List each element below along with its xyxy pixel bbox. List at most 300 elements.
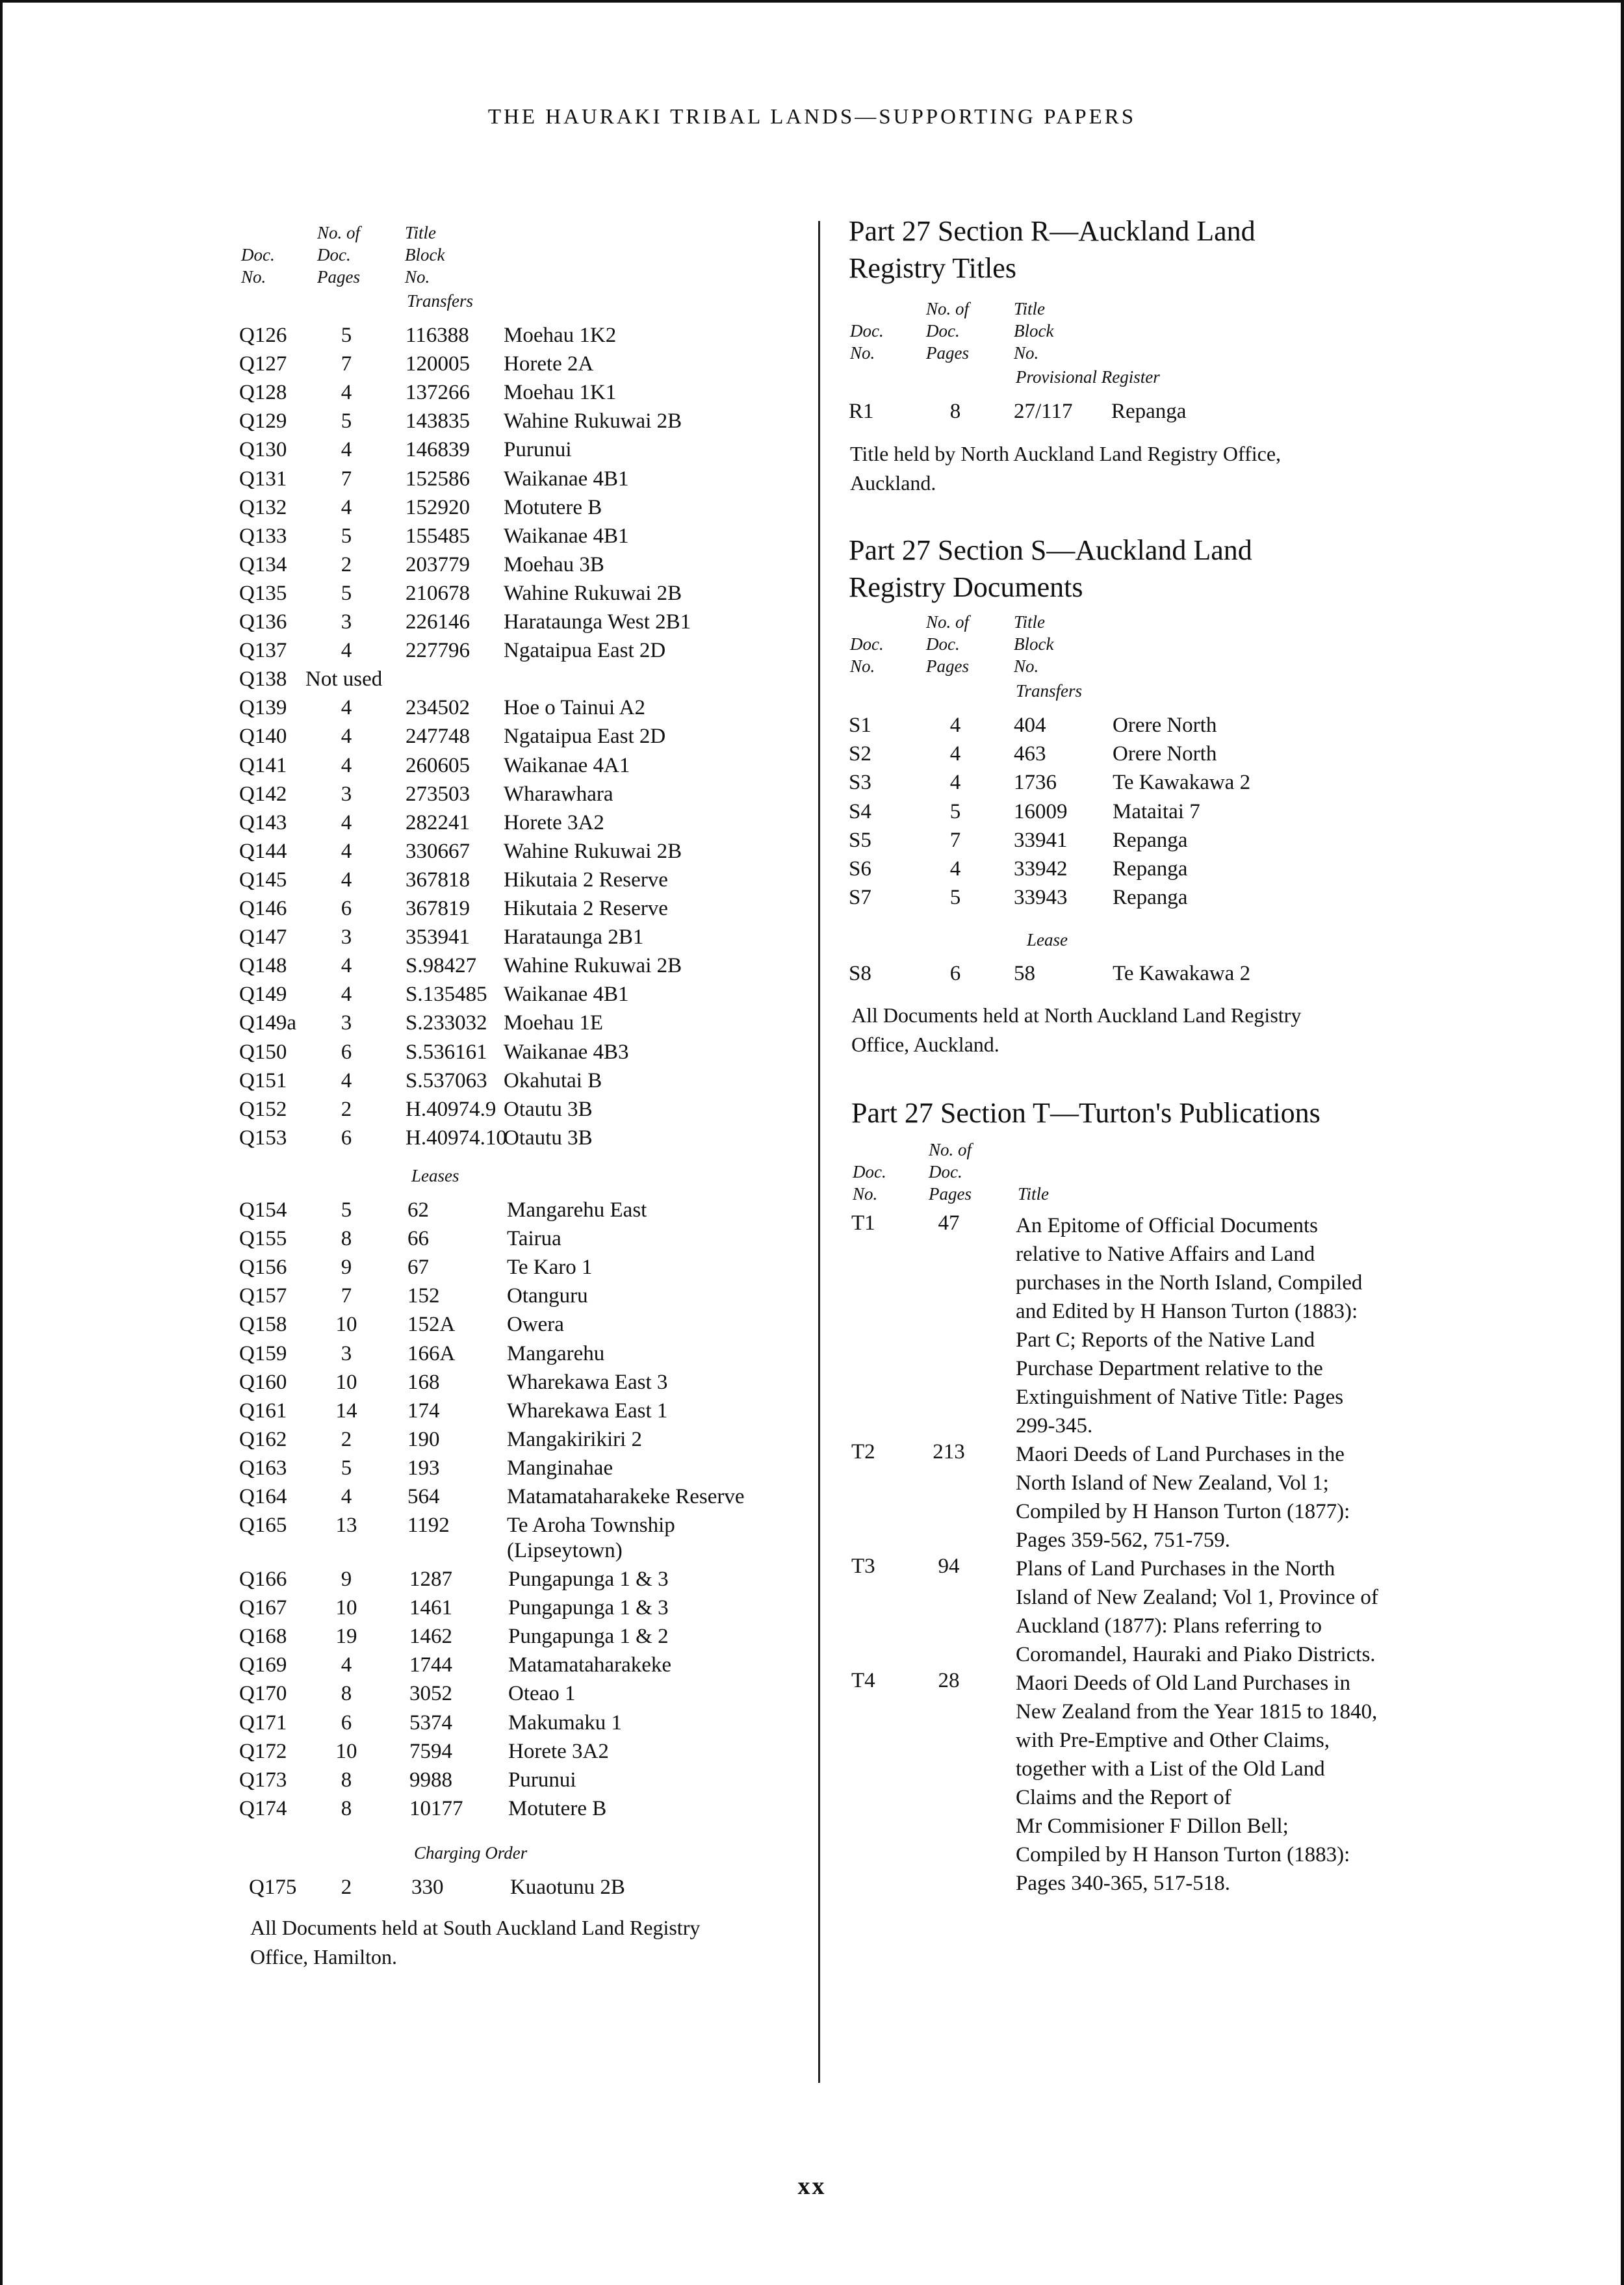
- section-s-block-no: 33942: [1014, 857, 1068, 881]
- publication-title-line: Coromandel, Hauraki and Piako Districts.: [1016, 1643, 1376, 1666]
- lease-block-no: 193: [407, 1456, 440, 1480]
- transfer-pages: 5: [341, 581, 352, 605]
- transfer-doc-no: Q149a: [239, 1011, 296, 1035]
- transfer-pages: 4: [341, 381, 352, 405]
- section-s-pages: 4: [949, 714, 961, 737]
- lease-block-no: 564: [407, 1485, 440, 1508]
- lease-title: Purunui: [508, 1768, 576, 1792]
- publication-pages: 28: [938, 1669, 960, 1692]
- lease-title: Te Karo 1: [507, 1256, 593, 1280]
- provisional-register-label: Provisional Register: [1016, 367, 1160, 387]
- transfer-title: Waikanae 4B3: [504, 1040, 629, 1064]
- section-t-header-doc-no: Doc. No.: [853, 1162, 886, 1204]
- section-s-title: Orere North: [1113, 742, 1217, 766]
- section-s-block-no: 404: [1014, 714, 1046, 737]
- lease-block-no: 9988: [409, 1768, 452, 1792]
- transfer-pages: 3: [341, 610, 352, 634]
- section-r-title: Repanga: [1111, 400, 1187, 423]
- transfer-title: Moehau 1K2: [504, 324, 617, 347]
- lease-title: Motutere B: [508, 1796, 607, 1820]
- transfer-title: Waikanae 4A1: [504, 753, 630, 777]
- lease-pages: 10: [335, 1739, 357, 1763]
- lease-doc-no: Q162: [239, 1427, 287, 1451]
- transfer-doc-no: Q144: [239, 839, 287, 863]
- charging-order-title: Kuaotunu 2B: [510, 1876, 625, 1899]
- lease-title: Te Aroha Township: [507, 1514, 675, 1538]
- page-frame-top: [0, 0, 1624, 3]
- lease-pages: 7: [341, 1284, 352, 1308]
- transfer-block-no: 152920: [406, 495, 470, 519]
- transfer-doc-no: Q147: [239, 925, 287, 949]
- transfer-block-no: 120005: [406, 352, 470, 376]
- section-s-pages: 5: [949, 799, 961, 823]
- transfer-doc-no: Q131: [239, 467, 287, 491]
- section-s-header-pages: No. of Doc. Pages: [926, 612, 970, 676]
- publication-title-line: Maori Deeds of Old Land Purchases in: [1016, 1672, 1351, 1695]
- section-s-title: Repanga: [1113, 886, 1188, 910]
- transfer-doc-no: Q134: [239, 552, 287, 576]
- left-header-title-block: Title Block No.: [405, 223, 445, 287]
- lease-pages: 8: [341, 1227, 352, 1251]
- left-header-pages: No. of Doc. Pages: [317, 223, 361, 287]
- transfer-doc-no: Q146: [239, 897, 287, 920]
- lease-title: Makumaku 1: [508, 1711, 623, 1735]
- publication-title-line: with Pre-Emptive and Other Claims,: [1016, 1729, 1330, 1752]
- transfer-title: Hikutaia 2 Reserve: [504, 897, 668, 920]
- transfer-pages: 6: [341, 897, 352, 920]
- lease-doc-no: Q157: [239, 1284, 287, 1308]
- section-s-note: All Documents held at North Auckland Land Registry Office, Auckland.: [851, 1003, 1302, 1056]
- section-s-block-no: 16009: [1014, 799, 1068, 823]
- lease-pages: 10: [335, 1370, 357, 1394]
- section-s-pages: 4: [949, 857, 961, 881]
- section-r-block-no: 27/117: [1014, 400, 1073, 423]
- lease-pages: 19: [335, 1625, 357, 1649]
- lease-doc-no: Q172: [239, 1739, 287, 1763]
- section-s-pages: 5: [949, 886, 961, 910]
- lease-pages: 8: [341, 1682, 352, 1706]
- publication-title-line: Part C; Reports of the Native Land: [1016, 1328, 1315, 1352]
- transfer-pages: 6: [341, 1040, 352, 1064]
- lease-pages: 5: [341, 1456, 352, 1480]
- transfer-pages: 4: [341, 696, 352, 720]
- charging-order-doc-no: Q175: [249, 1876, 297, 1899]
- transfer-doc-no: Q133: [239, 524, 287, 548]
- lease-block-no: 66: [407, 1227, 429, 1251]
- page-number: xx: [797, 2173, 827, 2200]
- transfer-title: Okahutai B: [504, 1068, 602, 1092]
- transfer-pages: 4: [341, 839, 352, 863]
- lease-pages: 10: [335, 1596, 357, 1620]
- transfer-pages: 4: [341, 810, 352, 834]
- lease-block-no: 1462: [409, 1625, 452, 1649]
- section-s-doc-no: S4: [849, 799, 871, 823]
- lease-block-no: 168: [407, 1370, 440, 1394]
- transfer-doc-no: Q148: [239, 954, 287, 978]
- publication-title-line: An Epitome of Official Documents: [1016, 1214, 1318, 1237]
- transfer-pages: 4: [341, 725, 352, 749]
- lease-title: Horete 3A2: [508, 1739, 609, 1763]
- transfer-doc-no: Q130: [239, 438, 287, 462]
- lease-pages: 5: [341, 1198, 352, 1222]
- lease-doc-no: Q159: [239, 1341, 287, 1365]
- transfer-pages: 3: [341, 925, 352, 949]
- leases-label: Leases: [411, 1166, 459, 1185]
- section-s-block-no: 1736: [1014, 771, 1057, 795]
- lease-block-no: 1287: [409, 1568, 452, 1591]
- publication-title-line: relative to Native Affairs and Land: [1016, 1243, 1315, 1266]
- transfer-title: Moehau 1K1: [504, 381, 617, 405]
- transfer-block-no: S.233032: [406, 1011, 487, 1035]
- transfer-doc-no: Q137: [239, 639, 287, 663]
- lease-block-no: 152: [407, 1284, 440, 1308]
- transfer-pages: 4: [341, 868, 352, 892]
- publication-pages: 213: [933, 1440, 965, 1464]
- publication-title-line: together with a List of the Old Land: [1016, 1757, 1325, 1781]
- lease-block-no: 67: [407, 1256, 429, 1280]
- transfers-label: Transfers: [407, 291, 474, 311]
- lease-pages: 4: [341, 1653, 352, 1677]
- lease-doc-no: Q166: [239, 1568, 287, 1591]
- lease-title: Mangarehu: [507, 1341, 605, 1365]
- section-s-pages: 4: [949, 742, 961, 766]
- lease-doc-no: Q154: [239, 1198, 287, 1222]
- lease-doc-no: Q155: [239, 1227, 287, 1251]
- publication-title-line: Mr Commisioner F Dillon Bell;: [1016, 1814, 1289, 1838]
- publication-title-line: Claims and the Report of: [1016, 1786, 1231, 1809]
- lease-title: Tairua: [507, 1227, 561, 1251]
- publication-title-line: Extinguishment of Native Title: Pages: [1016, 1386, 1344, 1409]
- publication-title: [1016, 1555, 1471, 1669]
- section-s-transfers-label: Transfers: [1016, 681, 1083, 701]
- section-s-doc-no: S6: [849, 857, 871, 881]
- lease-block-no: 166A: [407, 1341, 456, 1365]
- transfer-block-no: 137266: [406, 381, 470, 405]
- lease-doc-no: Q160: [239, 1370, 287, 1394]
- transfer-title: Wahine Rukuwai 2B: [504, 409, 682, 433]
- transfer-doc-no: Q129: [239, 409, 287, 433]
- publication-title-line: Island of New Zealand; Vol 1, Province of: [1016, 1586, 1378, 1609]
- lease-block-no: 5374: [409, 1711, 452, 1735]
- transfer-pages: 4: [341, 983, 352, 1007]
- section-t-header-title: Title: [1018, 1184, 1050, 1204]
- transfer-block-no: 116388: [406, 324, 469, 347]
- section-s-doc-no: S7: [849, 886, 871, 910]
- transfer-title: Moehau 1E: [504, 1011, 604, 1035]
- transfer-doc-no: Q127: [239, 352, 287, 376]
- transfer-block-no: 282241: [406, 810, 470, 834]
- transfer-title: Waikanae 4B1: [504, 467, 629, 491]
- lease-doc-no: Q161: [239, 1399, 287, 1423]
- transfer-block-no: 226146: [406, 610, 470, 634]
- section-r-note: Title held by North Auckland Land Registry Office, Auckland.: [850, 442, 1282, 495]
- publication-title: [1016, 1440, 1471, 1555]
- publication-doc-no: T3: [851, 1555, 875, 1578]
- transfer-pages: 3: [341, 782, 352, 806]
- transfer-doc-no: Q143: [239, 810, 287, 834]
- transfer-block-no: 203779: [406, 552, 470, 576]
- running-header: THE HAURAKI TRIBAL LANDS—SUPPORTING PAPERS: [487, 105, 1137, 129]
- lease-title: Owera: [507, 1313, 564, 1337]
- publication-doc-no: T2: [851, 1440, 875, 1464]
- lease-pages: 13: [335, 1514, 357, 1538]
- transfer-block-no: 367819: [406, 897, 470, 920]
- transfer-title: Waikanae 4B1: [504, 983, 629, 1007]
- section-s-doc-no: S1: [849, 714, 871, 737]
- lease-title: Otanguru: [507, 1284, 588, 1308]
- transfer-block-no: 367818: [406, 868, 470, 892]
- transfer-doc-no: Q151: [239, 1068, 287, 1092]
- section-s-doc-no: S3: [849, 771, 871, 795]
- lease-block-no: 1461: [409, 1596, 452, 1620]
- transfer-title: Wharawhara: [504, 782, 613, 806]
- transfer-block-no: 152586: [406, 467, 470, 491]
- transfer-title: Waikanae 4B1: [504, 524, 629, 548]
- lease-doc-no: Q163: [239, 1456, 287, 1480]
- charging-order-block-no: 330: [411, 1876, 444, 1899]
- publication-title-line: New Zealand from the Year 1815 to 1840,: [1016, 1700, 1378, 1723]
- publication-doc-no: T4: [851, 1669, 875, 1692]
- transfer-doc-no: Q142: [239, 782, 287, 806]
- q165-continuation: (Lipseytown): [507, 1539, 623, 1562]
- lease-doc-no: Q171: [239, 1711, 287, 1735]
- transfer-doc-no: Q153: [239, 1126, 287, 1150]
- lease-pages: 14: [335, 1399, 357, 1423]
- transfer-title: Otautu 3B: [504, 1126, 593, 1150]
- section-s-title: Orere North: [1113, 714, 1217, 737]
- lease-block-no: 3052: [409, 1682, 452, 1706]
- transfer-block-no: 273503: [406, 782, 470, 806]
- publication-title-line: Maori Deeds of Land Purchases in the: [1016, 1443, 1345, 1466]
- section-s-doc-no: S5: [849, 828, 871, 852]
- publication-title-line: Pages 340-365, 517-518.: [1016, 1872, 1230, 1895]
- transfer-title: Otautu 3B: [504, 1097, 593, 1121]
- section-s-title: Part 27 Section S—Auckland Land Registry Documents: [849, 534, 1252, 603]
- lease-pages: 2: [341, 1427, 352, 1451]
- transfer-title: Wahine Rukuwai 2B: [504, 581, 682, 605]
- transfer-pages: 4: [341, 438, 352, 462]
- lease-pages: 3: [341, 1341, 352, 1365]
- lease-pages: 8: [341, 1796, 352, 1820]
- lease-block-no: 10177: [409, 1796, 463, 1820]
- transfer-block-no: 330667: [406, 839, 470, 863]
- lease-doc-no: Q167: [239, 1596, 287, 1620]
- section-s-block-no: 463: [1014, 742, 1046, 766]
- publication-title-line: and Edited by H Hanson Turton (1883):: [1016, 1300, 1358, 1323]
- lease-doc-no: Q164: [239, 1485, 287, 1508]
- lease-doc-no: Q173: [239, 1768, 287, 1792]
- transfer-pages: 6: [341, 1126, 352, 1150]
- transfer-pages: 5: [341, 524, 352, 548]
- publication-title-line: Compiled by H Hanson Turton (1877):: [1016, 1500, 1350, 1523]
- transfer-doc-no: Q140: [239, 725, 287, 749]
- lease-block-no: 174: [407, 1399, 440, 1423]
- transfer-block-no: H.40974.10: [406, 1126, 507, 1150]
- section-s-lease-label: Lease: [1027, 930, 1068, 949]
- transfer-doc-no: Q132: [239, 495, 287, 519]
- transfer-doc-no: Q135: [239, 581, 287, 605]
- transfer-block-no: S.98427: [406, 954, 477, 978]
- transfer-block-no: 247748: [406, 725, 470, 749]
- transfer-doc-no: Q141: [239, 753, 287, 777]
- lease-pages: 8: [341, 1768, 352, 1792]
- publication-title-line: North Island of New Zealand, Vol 1;: [1016, 1471, 1329, 1495]
- lease-title: Wharekawa East 3: [507, 1370, 668, 1394]
- publication-title-line: Pages 359-562, 751-759.: [1016, 1529, 1230, 1552]
- transfer-title: Moehau 3B: [504, 552, 604, 576]
- section-s-block-no: 33941: [1014, 828, 1068, 852]
- publication-title: [1016, 1669, 1471, 1898]
- lease-block-no: 7594: [409, 1739, 452, 1763]
- transfer-doc-no: Q150: [239, 1040, 287, 1064]
- lease-doc-no: Q168: [239, 1625, 287, 1649]
- publication-pages: 94: [938, 1555, 960, 1578]
- page-frame-right: [1621, 0, 1624, 2285]
- lease-title: Pungapunga 1 & 3: [508, 1568, 669, 1591]
- lease-pages: 10: [335, 1313, 357, 1337]
- transfer-pages: 7: [341, 352, 352, 376]
- transfer-block-no: 353941: [406, 925, 470, 949]
- transfer-block-no: 146839: [406, 438, 470, 462]
- left-note: All Documents held at South Auckland Land Registry Office, Hamilton.: [250, 1916, 701, 1969]
- transfer-doc-no: Q139: [239, 696, 287, 720]
- publication-doc-no: T1: [851, 1211, 875, 1235]
- transfer-pages: 4: [341, 954, 352, 978]
- transfer-title: Harataunga 2B1: [504, 925, 644, 949]
- lease-doc-no: Q170: [239, 1682, 287, 1706]
- transfer-block-no: S.135485: [406, 983, 487, 1007]
- lease-doc-no: Q158: [239, 1313, 287, 1337]
- section-s-lease-title: Te Kawakawa 2: [1113, 962, 1251, 985]
- publication-title-line: Purchase Department relative to the: [1016, 1357, 1323, 1380]
- lease-pages: 9: [341, 1568, 352, 1591]
- section-s-title: Repanga: [1113, 857, 1188, 881]
- transfer-doc-no: Q149: [239, 983, 287, 1007]
- publication-pages: 47: [938, 1211, 960, 1235]
- lease-pages: 4: [341, 1485, 352, 1508]
- transfer-doc-no: Q145: [239, 868, 287, 892]
- transfer-block-no: 143835: [406, 409, 470, 433]
- lease-block-no: 152A: [407, 1313, 456, 1337]
- lease-title: Pungapunga 1 & 3: [508, 1596, 669, 1620]
- section-t-title: Part 27 Section T—Turton's Publications: [851, 1097, 1321, 1129]
- lease-title: Mangakirikiri 2: [507, 1427, 643, 1451]
- lease-title: Mangarehu East: [507, 1198, 647, 1222]
- section-s-header-doc-no: Doc. No.: [850, 634, 884, 676]
- section-s-doc-no: S2: [849, 742, 871, 766]
- transfer-pages: 4: [341, 639, 352, 663]
- transfer-pages: 3: [341, 1011, 352, 1035]
- lease-title: Wharekawa East 1: [507, 1399, 668, 1423]
- publication-title-line: purchases in the North Island, Compiled: [1016, 1271, 1363, 1295]
- transfer-title: Purunui: [504, 438, 572, 462]
- section-r-header-doc-no: Doc. No.: [850, 321, 884, 363]
- lease-title: Matamataharakeke Reserve: [507, 1485, 745, 1508]
- lease-title: Oteao 1: [508, 1682, 576, 1706]
- transfer-title: Harataunga West 2B1: [504, 610, 691, 634]
- charging-order-label: Charging Order: [414, 1843, 528, 1863]
- transfer-block-no: S.536161: [406, 1040, 487, 1064]
- transfer-title: Wahine Rukuwai 2B: [504, 839, 682, 863]
- transfer-pages: 7: [341, 467, 352, 491]
- transfer-title: Hoe o Tainui A2: [504, 696, 645, 720]
- publication-title-line: 299-345.: [1016, 1414, 1093, 1438]
- section-s-pages: 4: [949, 771, 961, 795]
- lease-pages: 9: [341, 1256, 352, 1280]
- transfer-doc-no: Q136: [239, 610, 287, 634]
- transfer-pages: 2: [341, 552, 352, 576]
- transfer-block-no: S.537063: [406, 1068, 487, 1092]
- lease-block-no: 1192: [407, 1514, 450, 1538]
- transfer-doc-no: Q138: [239, 667, 287, 691]
- section-r-pages: 8: [949, 400, 961, 423]
- publication-title-line: Compiled by H Hanson Turton (1883):: [1016, 1843, 1350, 1866]
- publication-title: [1016, 1211, 1471, 1440]
- section-s-lease-pages: 6: [949, 962, 961, 985]
- transfer-title: Horete 3A2: [504, 810, 604, 834]
- section-s-lease-block-no: 58: [1014, 962, 1035, 985]
- transfer-pages: 5: [341, 409, 352, 433]
- lease-doc-no: Q174: [239, 1796, 287, 1820]
- transfer-doc-no: Q128: [239, 381, 287, 405]
- section-s-pages: 7: [949, 828, 961, 852]
- transfer-doc-no: Q126: [239, 324, 287, 347]
- section-r-header-title-block: Title Block No.: [1014, 299, 1054, 363]
- transfer-doc-no: Q152: [239, 1097, 287, 1121]
- transfer-title: Motutere B: [504, 495, 602, 519]
- section-s-title: Repanga: [1113, 828, 1188, 852]
- section-s-header-title-block: Title Block No.: [1014, 612, 1054, 676]
- lease-pages: 6: [341, 1711, 352, 1735]
- transfer-block-no: 155485: [406, 524, 470, 548]
- lease-block-no: 190: [407, 1427, 440, 1451]
- lease-title: Pungapunga 1 & 2: [508, 1625, 669, 1649]
- transfer-pages: 4: [341, 753, 352, 777]
- transfer-title: Wahine Rukuwai 2B: [504, 954, 682, 978]
- transfer-block-no: 260605: [406, 753, 470, 777]
- publication-title-line: Auckland (1877): Plans referring to: [1016, 1614, 1322, 1638]
- section-s-title: Mataitai 7: [1113, 799, 1200, 823]
- transfer-block-no: 227796: [406, 639, 470, 663]
- lease-block-no: 1744: [409, 1653, 452, 1677]
- transfer-title: Hikutaia 2 Reserve: [504, 868, 668, 892]
- section-s-title: Te Kawakawa 2: [1113, 771, 1251, 795]
- lease-doc-no: Q156: [239, 1256, 287, 1280]
- transfer-pages: 5: [341, 324, 352, 347]
- lease-doc-no: Q169: [239, 1653, 287, 1677]
- transfer-pages: 2: [341, 1097, 352, 1121]
- lease-title: Manginahae: [507, 1456, 613, 1480]
- transfer-pages: 4: [341, 495, 352, 519]
- page-frame-left: [0, 0, 3, 2285]
- transfer-pages: 4: [341, 1068, 352, 1092]
- publication-title-line: Plans of Land Purchases in the North: [1016, 1557, 1335, 1581]
- transfer-block-no: H.40974.9: [406, 1097, 496, 1121]
- section-s-block-no: 33943: [1014, 886, 1068, 910]
- transfer-block-no: 210678: [406, 581, 470, 605]
- transfer-block-no: 234502: [406, 696, 470, 720]
- section-r-header-pages: No. of Doc. Pages: [926, 299, 970, 363]
- section-r-title: Part 27 Section R—Auckland Land Registry Titles: [849, 215, 1256, 284]
- lease-title: Matamataharakeke: [508, 1653, 672, 1677]
- charging-order-pages: 2: [341, 1876, 352, 1899]
- section-r-doc-no: R1: [849, 400, 874, 423]
- column-divider: [818, 221, 820, 2083]
- section-t-header-pages: No. of Doc. Pages: [929, 1140, 972, 1204]
- transfer-pages: Not used: [305, 667, 383, 691]
- transfer-title: Ngataipua East 2D: [504, 639, 666, 663]
- transfer-title: Horete 2A: [504, 352, 594, 376]
